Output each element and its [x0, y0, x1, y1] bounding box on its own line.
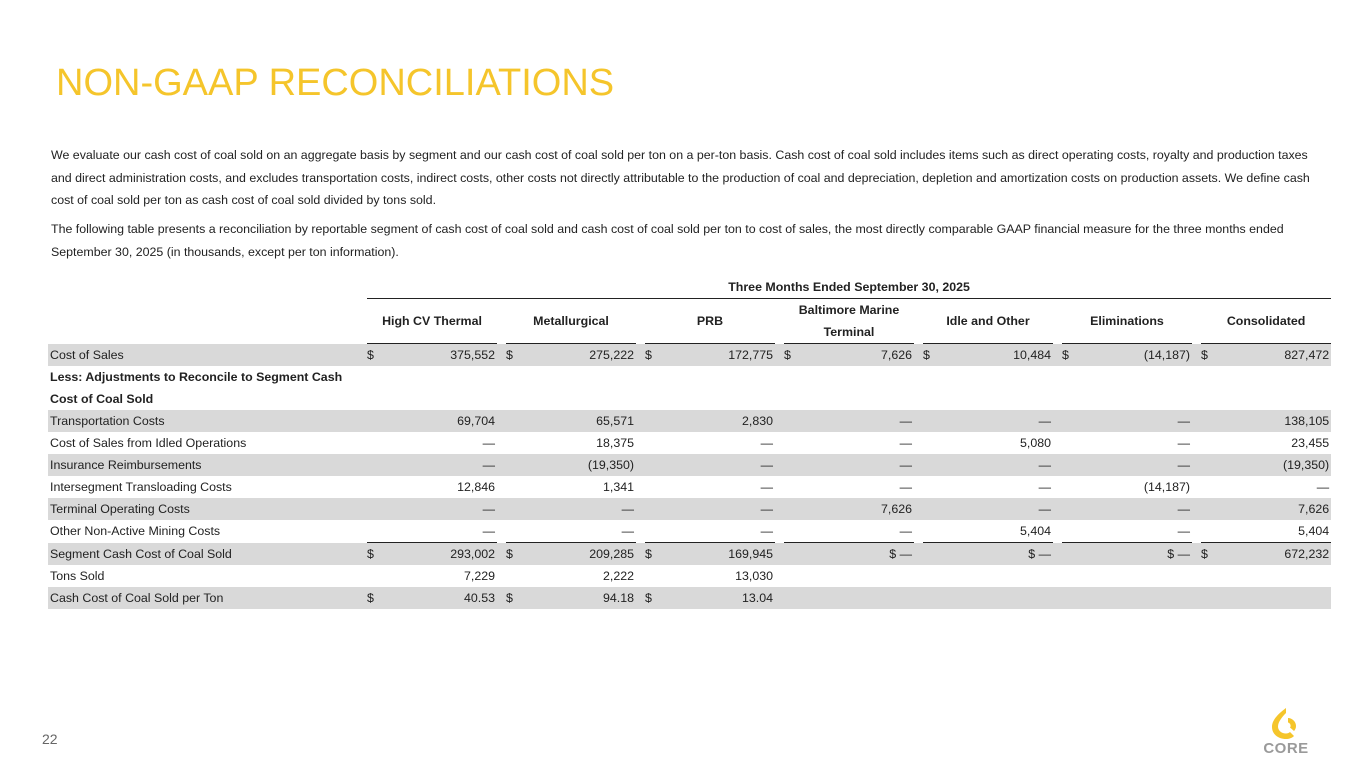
cell-value: — — [943, 410, 1053, 432]
cell-value: 138,105 — [1221, 410, 1331, 432]
cell-value: 13.04 — [665, 587, 775, 609]
cell-value: (14,187) — [1082, 344, 1192, 367]
cell-value: $ — — [804, 543, 914, 566]
cell-value: — — [899, 480, 912, 494]
cell-value: 275,222 — [526, 344, 636, 367]
cell-value: — — [1177, 436, 1190, 450]
table-row — [48, 410, 1331, 432]
column-header: Eliminations — [1062, 299, 1192, 344]
cell-value: — — [621, 524, 634, 538]
table-row — [48, 454, 1331, 476]
cell-value: — — [387, 498, 497, 520]
cell-value: 172,775 — [665, 344, 775, 367]
cell-value: — — [760, 480, 773, 494]
currency-symbol: $ — [367, 543, 387, 566]
column-header: Metallurgical — [506, 299, 636, 344]
currency-symbol: $ — [1201, 543, 1221, 566]
cell-value: — — [899, 436, 912, 450]
page-number: 22 — [42, 731, 58, 747]
reconciliation-table-container — [48, 276, 1330, 609]
cell-value: (14,187) — [1143, 480, 1190, 494]
cell-value: 69,704 — [387, 410, 497, 432]
cell-value: — — [482, 436, 495, 450]
cell-value: $ — — [943, 543, 1053, 566]
table-row — [48, 498, 1331, 520]
cell-value: 5,404 — [1298, 524, 1330, 538]
cell-value: — — [1038, 480, 1051, 494]
page-title: NON-GAAP RECONCILIATIONS — [56, 62, 615, 104]
cell-value: — — [760, 524, 773, 538]
cell-value: — — [665, 454, 775, 476]
cell-value: 7,626 — [1221, 498, 1331, 520]
row-label: Tons Sold — [50, 569, 105, 583]
cell-value: 5,080 — [1019, 436, 1051, 450]
cell-value: — — [526, 498, 636, 520]
cell-value: — — [804, 410, 914, 432]
row-label: Less: Adjustments to Reconcile to Segment Cash Cost of Coal Sold — [50, 370, 343, 406]
cell-value: 672,232 — [1221, 543, 1331, 566]
row-label: Cost of Sales — [48, 344, 358, 367]
currency-symbol: $ — [506, 543, 526, 566]
column-header: Idle and Other — [923, 299, 1053, 344]
table-row — [48, 344, 1331, 367]
currency-symbol: $ — [367, 344, 387, 367]
row-label: Other Non-Active Mining Costs — [50, 524, 221, 539]
cell-value: 65,571 — [526, 410, 636, 432]
cell-value: — — [1082, 454, 1192, 476]
cell-value: 12,846 — [457, 480, 495, 494]
currency-symbol: $ — [506, 587, 526, 609]
cell-value: 5,404 — [1019, 524, 1051, 538]
currency-symbol: $ — [506, 344, 526, 367]
cell-value: 2,830 — [665, 410, 775, 432]
cell-value: 169,945 — [665, 543, 775, 566]
row-label: Segment Cash Cost of Coal Sold — [48, 543, 358, 566]
cell-value: 2,222 — [602, 569, 634, 583]
table-row — [48, 366, 1331, 410]
currency-symbol: $ — [923, 344, 943, 367]
column-header: High CV Thermal — [367, 299, 497, 344]
cell-value: 18,375 — [596, 436, 634, 450]
table-description-paragraph: The following table presents a reconciliation by reportable segment of cash cost of coal sold and cash cost of coal sold per ton to cost of sales, the most directly comparable GAAP financial measure for the three months ended September 30, 2025 (in thousands, except per ton information). — [51, 222, 1284, 259]
core-logo — [1256, 706, 1316, 758]
table-body — [48, 344, 1331, 610]
cell-value: 13,030 — [735, 569, 773, 583]
cell-value: 23,455 — [1291, 436, 1330, 450]
cell-value — [1082, 587, 1192, 609]
currency-symbol: $ — [1062, 344, 1082, 367]
cell-value: — — [1082, 410, 1192, 432]
cell-value: 7,626 — [804, 498, 914, 520]
row-label: Terminal Operating Costs — [48, 498, 358, 520]
cell-value: — — [1082, 498, 1192, 520]
cell-value: — — [665, 498, 775, 520]
column-header-row — [48, 299, 1331, 344]
cell-value: 1,341 — [602, 480, 634, 494]
table-row — [48, 476, 1331, 498]
currency-symbol: $ — [1201, 344, 1221, 367]
cell-value: 827,472 — [1221, 344, 1331, 367]
cell-value — [1221, 565, 1331, 587]
row-label: Transportation Costs — [48, 410, 358, 432]
cell-value: — — [1316, 480, 1330, 494]
reconciliation-table — [48, 276, 1331, 609]
cell-value: — — [804, 454, 914, 476]
cell-value: — — [943, 454, 1053, 476]
cell-value: — — [943, 498, 1053, 520]
cell-value: (19,350) — [1221, 454, 1331, 476]
core-logo-text: CORE — [1263, 740, 1309, 757]
row-label: Intersegment Transloading Costs — [50, 480, 232, 494]
cell-value: 10,484 — [943, 344, 1053, 367]
cell-value: 375,552 — [387, 344, 497, 367]
currency-symbol: $ — [645, 344, 665, 367]
row-label: Insurance Reimbursements — [48, 454, 358, 476]
cell-value: 209,285 — [526, 543, 636, 566]
column-header: PRB — [645, 299, 775, 344]
period-header: Three Months Ended September 30, 2025 — [367, 276, 1331, 299]
cell-value — [1082, 565, 1192, 587]
cell-value: (19,350) — [526, 454, 636, 476]
row-label: Cost of Sales from Idled Operations — [50, 436, 247, 450]
cell-value: 40.53 — [387, 587, 497, 609]
cell-value — [1221, 587, 1331, 609]
column-header: Consolidated — [1201, 299, 1331, 344]
table-row — [48, 432, 1331, 454]
core-logo-icon — [1256, 706, 1316, 740]
cell-value: 94.18 — [526, 587, 636, 609]
table-row — [48, 543, 1331, 566]
cell-value: — — [760, 436, 773, 450]
currency-symbol: $ — [645, 543, 665, 566]
table-row — [48, 565, 1331, 587]
cell-value — [804, 565, 914, 587]
cell-value: — — [899, 524, 912, 538]
cell-value — [943, 565, 1053, 587]
cell-value: 7,626 — [804, 344, 914, 367]
table-row — [48, 520, 1331, 543]
cell-value: — — [1177, 524, 1190, 538]
cell-value: — — [387, 454, 497, 476]
cell-value: 293,002 — [387, 543, 497, 566]
cell-value: 7,229 — [463, 569, 495, 583]
cell-value — [943, 587, 1053, 609]
row-label: Cash Cost of Coal Sold per Ton — [48, 587, 358, 609]
cell-value: $ — — [1082, 543, 1192, 566]
cell-value — [804, 587, 914, 609]
currency-symbol: $ — [784, 344, 804, 367]
currency-symbol: $ — [367, 587, 387, 609]
column-header: Baltimore Marine Terminal — [784, 299, 914, 344]
cell-value: — — [482, 524, 495, 538]
intro-paragraph: We evaluate our cash cost of coal sold on an aggregate basis by segment and our cash cost of coal sold per ton on a per-ton basis. Cash cost of coal sold includes items such as direct operating costs, royalty and production taxes and direct administration costs, and excludes transportation costs, indirect costs, other costs not directly attributable to the production of coal and depreciation, depletion and amortization costs on production assets. We define cash cost of coal sold per ton as cash cost of coal sold divided by tons sold. — [51, 148, 1310, 207]
currency-symbol: $ — [645, 587, 665, 609]
table-row — [48, 587, 1331, 609]
